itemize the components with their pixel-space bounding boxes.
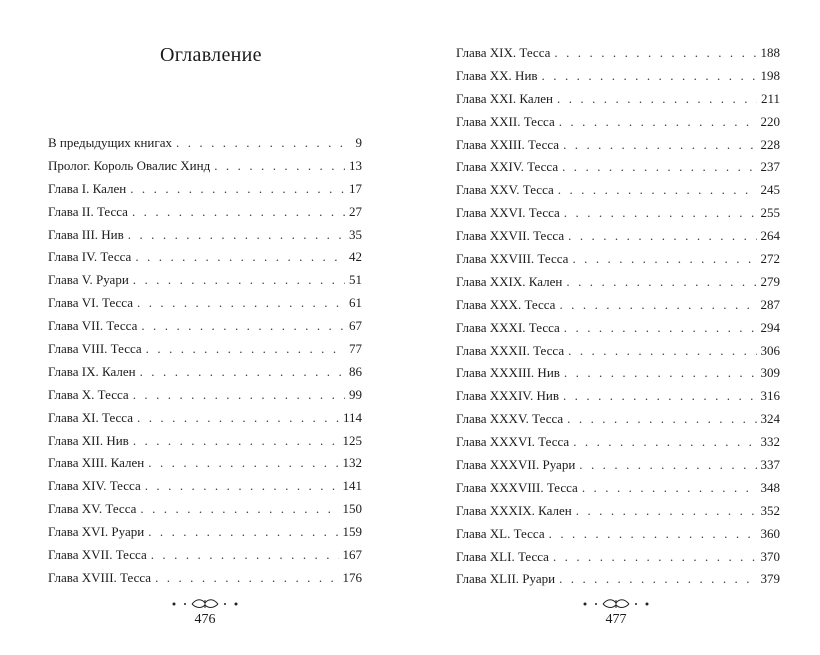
entry-title: Глава XIX. Тесса <box>456 45 551 60</box>
toc-entry <box>456 568 780 591</box>
entry-title: Глава XXXIV. Нив <box>456 388 559 404</box>
dot-leader <box>128 224 345 247</box>
entry-page-number: 86 <box>349 363 362 379</box>
entry-page-number: 167 <box>342 547 362 563</box>
entry-page-number: 272 <box>760 251 780 267</box>
flourish-ornament-icon <box>170 596 240 612</box>
dot-leader <box>572 248 756 271</box>
dot-leader <box>141 315 345 338</box>
page-number: 477 <box>605 612 627 627</box>
toc-entry <box>456 477 780 500</box>
toc-entry <box>456 500 780 523</box>
entry-title: Глава XL. Тесса <box>456 525 545 541</box>
entry-page-number: 279 <box>760 273 780 289</box>
toc-entry <box>48 315 362 338</box>
entry-title: Глава XXV. Тесса <box>456 182 554 198</box>
entry-title: Глава XXIX. Кален <box>456 273 563 289</box>
entry-page-number: 324 <box>760 411 780 427</box>
dot-leader <box>558 179 757 202</box>
entry-title: Глава XXVI. Тесса <box>456 205 560 221</box>
toc-entry <box>48 246 362 269</box>
dot-leader <box>130 178 345 201</box>
entry-title: Глава XXXI. Тесса <box>456 319 560 335</box>
dot-leader <box>133 430 339 453</box>
toc-entry <box>456 385 780 408</box>
entry-page-number: 255 <box>760 205 780 221</box>
entry-page-number: 188 <box>760 45 780 60</box>
entry-title: Глава VI. Тесса <box>48 295 134 311</box>
entry-title: Глава XXXVI. Тесса <box>456 434 570 450</box>
toc-entry <box>48 407 362 430</box>
flourish-ornament-icon <box>581 596 651 612</box>
entry-page-number: 99 <box>349 386 362 402</box>
dot-leader <box>137 292 345 315</box>
toc-entry <box>456 271 780 294</box>
toc-entry <box>48 475 362 498</box>
entry-title: Глава XXIV. Тесса <box>456 159 559 175</box>
dot-leader <box>559 294 756 317</box>
toc-entry <box>48 498 362 521</box>
toc-entry <box>456 42 780 65</box>
toc-entry <box>48 430 362 453</box>
toc-entry <box>456 523 780 546</box>
entry-page-number: 9 <box>355 135 362 150</box>
toc-entry <box>456 362 780 385</box>
entry-page-number: 360 <box>760 525 780 541</box>
toc-entry <box>456 340 780 363</box>
entry-page-number: 348 <box>760 479 780 495</box>
entry-title: Глава XVI. Руари <box>48 524 145 540</box>
dot-leader <box>148 452 338 475</box>
entry-title: Глава XXVII. Тесса <box>456 228 565 244</box>
dot-leader <box>132 201 345 224</box>
toc-entry <box>456 408 780 431</box>
entry-title: Глава XXII. Тесса <box>456 113 555 129</box>
toc-entry <box>48 155 362 178</box>
entry-title: Глава IV. Тесса <box>48 249 132 265</box>
table-of-contents-left <box>48 132 362 590</box>
toc-entry <box>456 317 780 340</box>
entry-title: Пролог. Король Овалис Хинд <box>48 157 211 173</box>
dot-leader <box>563 385 757 408</box>
entry-title: Глава III. Нив <box>48 226 124 242</box>
entry-page-number: 228 <box>760 136 780 152</box>
toc-entry <box>456 454 780 477</box>
dot-leader <box>140 498 338 521</box>
dot-leader <box>140 361 345 384</box>
dot-leader <box>549 523 757 546</box>
entry-title: Глава XLI. Тесса <box>456 548 549 564</box>
entry-title: Глава XVII. Тесса <box>48 547 147 563</box>
dot-leader <box>214 155 345 178</box>
entry-page-number: 264 <box>760 228 780 244</box>
entry-page-number: 316 <box>760 388 780 404</box>
entry-title: Глава XX. Нив <box>456 67 538 83</box>
dot-leader <box>176 132 352 155</box>
dot-leader <box>567 408 756 431</box>
entry-title: Глава XIV. Тесса <box>48 478 141 494</box>
entry-page-number: 306 <box>760 342 780 358</box>
entry-title: Глава XXX. Тесса <box>456 296 556 312</box>
page-number: 476 <box>194 612 216 627</box>
dot-leader <box>148 521 338 544</box>
entry-title: Глава XXI. Кален <box>456 90 553 106</box>
entry-title: Глава XXXV. Тесса <box>456 411 564 427</box>
entry-page-number: 337 <box>760 457 780 473</box>
dot-leader <box>564 202 757 225</box>
entry-page-number: 352 <box>760 502 780 518</box>
entry-page-number: 198 <box>760 67 780 83</box>
dot-leader <box>557 88 757 111</box>
entry-title: Глава XIII. Кален <box>48 455 145 471</box>
entry-title: Глава I. Кален <box>48 180 127 196</box>
entry-page-number: 211 <box>760 90 780 106</box>
dot-leader <box>562 156 756 179</box>
entry-page-number: 77 <box>349 341 362 357</box>
toc-entry <box>456 134 780 157</box>
dot-leader <box>568 340 756 363</box>
toc-entry <box>48 292 362 315</box>
toc-entry <box>48 567 362 590</box>
entry-page-number: 150 <box>342 501 362 517</box>
toc-entry <box>456 294 780 317</box>
entry-page-number: 125 <box>342 432 362 448</box>
dot-leader <box>135 246 345 269</box>
toc-entry <box>456 156 780 179</box>
entry-title: Глава XVIII. Тесса <box>48 569 152 585</box>
entry-page-number: 220 <box>760 113 780 129</box>
dot-leader <box>568 225 756 248</box>
entry-page-number: 309 <box>760 365 780 381</box>
entry-page-number: 132 <box>342 455 362 471</box>
toc-entry <box>48 338 362 361</box>
toc-entry <box>456 65 780 88</box>
dot-leader <box>573 431 756 454</box>
dot-leader <box>542 65 757 88</box>
toc-entry <box>48 224 362 247</box>
dot-leader <box>146 338 345 361</box>
toc-entry <box>48 178 362 201</box>
entry-title: Глава XXIII. Тесса <box>456 136 560 152</box>
toc-entry <box>456 202 780 225</box>
entry-title: Глава IX. Кален <box>48 363 136 379</box>
entry-page-number: 176 <box>342 569 362 585</box>
entry-page-number: 379 <box>760 571 780 587</box>
toc-entry <box>48 269 362 292</box>
entry-title: В предыдущих книгах <box>48 135 172 150</box>
toc-entry <box>456 88 780 111</box>
entry-page-number: 51 <box>349 272 362 288</box>
toc-entry <box>48 361 362 384</box>
entry-title: Глава XXXVIII. Тесса <box>456 479 578 495</box>
dot-leader <box>151 544 339 567</box>
entry-page-number: 35 <box>349 226 362 242</box>
entry-page-number: 370 <box>760 548 780 564</box>
entry-title: Глава XXXIX. Кален <box>456 502 572 518</box>
toc-entry <box>48 544 362 567</box>
entry-page-number: 287 <box>760 296 780 312</box>
toc-entry <box>456 179 780 202</box>
entry-title: Глава VII. Тесса <box>48 318 138 334</box>
entry-page-number: 67 <box>349 318 362 334</box>
dot-leader <box>137 407 339 430</box>
dot-leader <box>133 384 345 407</box>
entry-title: Глава VIII. Тесса <box>48 341 142 357</box>
entry-title: Глава XXVIII. Тесса <box>456 251 569 267</box>
entry-title: Глава XXXIII. Нив <box>456 365 560 381</box>
entry-page-number: 141 <box>342 478 362 494</box>
right-page <box>410 0 820 655</box>
entry-title: Глава X. Тесса <box>48 386 129 402</box>
toc-entry <box>456 225 780 248</box>
toc-entry <box>456 431 780 454</box>
page-title: Оглавление <box>160 44 262 66</box>
dot-leader <box>582 477 757 500</box>
entry-page-number: 294 <box>760 319 780 335</box>
entry-title: Глава II. Тесса <box>48 203 128 219</box>
entry-page-number: 159 <box>342 524 362 540</box>
entry-title: Глава XII. Нив <box>48 432 129 448</box>
dot-leader <box>563 134 756 157</box>
dot-leader <box>576 500 757 523</box>
entry-page-number: 237 <box>760 159 780 175</box>
entry-title: Глава XLII. Руари <box>456 571 556 587</box>
entry-page-number: 61 <box>349 295 362 311</box>
entry-page-number: 42 <box>349 249 362 265</box>
toc-entry <box>48 132 362 155</box>
toc-entry <box>48 521 362 544</box>
entry-page-number: 13 <box>349 157 362 173</box>
dot-leader <box>554 42 756 65</box>
toc-entry <box>456 546 780 569</box>
entry-title: Глава XV. Тесса <box>48 501 137 517</box>
entry-page-number: 332 <box>760 434 780 450</box>
dot-leader <box>579 454 756 477</box>
entry-title: Глава XXXVII. Руари <box>456 457 576 473</box>
entry-title: Глава XXXII. Тесса <box>456 342 565 358</box>
table-of-contents-right <box>456 42 780 591</box>
entry-page-number: 27 <box>349 203 362 219</box>
toc-entry <box>48 384 362 407</box>
entry-title: Глава V. Руари <box>48 272 129 288</box>
dot-leader <box>566 271 756 294</box>
dot-leader <box>564 362 757 385</box>
toc-entry <box>456 111 780 134</box>
dot-leader <box>553 546 757 569</box>
dot-leader <box>133 269 345 292</box>
dot-leader <box>559 111 757 134</box>
entry-title: Глава XI. Тесса <box>48 409 134 425</box>
dot-leader <box>564 317 757 340</box>
toc-entry <box>456 248 780 271</box>
toc-entry <box>48 201 362 224</box>
dot-leader <box>145 475 339 498</box>
entry-page-number: 17 <box>349 180 362 196</box>
dot-leader <box>559 568 756 591</box>
toc-entry <box>48 452 362 475</box>
dot-leader <box>155 567 338 590</box>
entry-page-number: 114 <box>342 409 362 425</box>
entry-page-number: 245 <box>760 182 780 198</box>
